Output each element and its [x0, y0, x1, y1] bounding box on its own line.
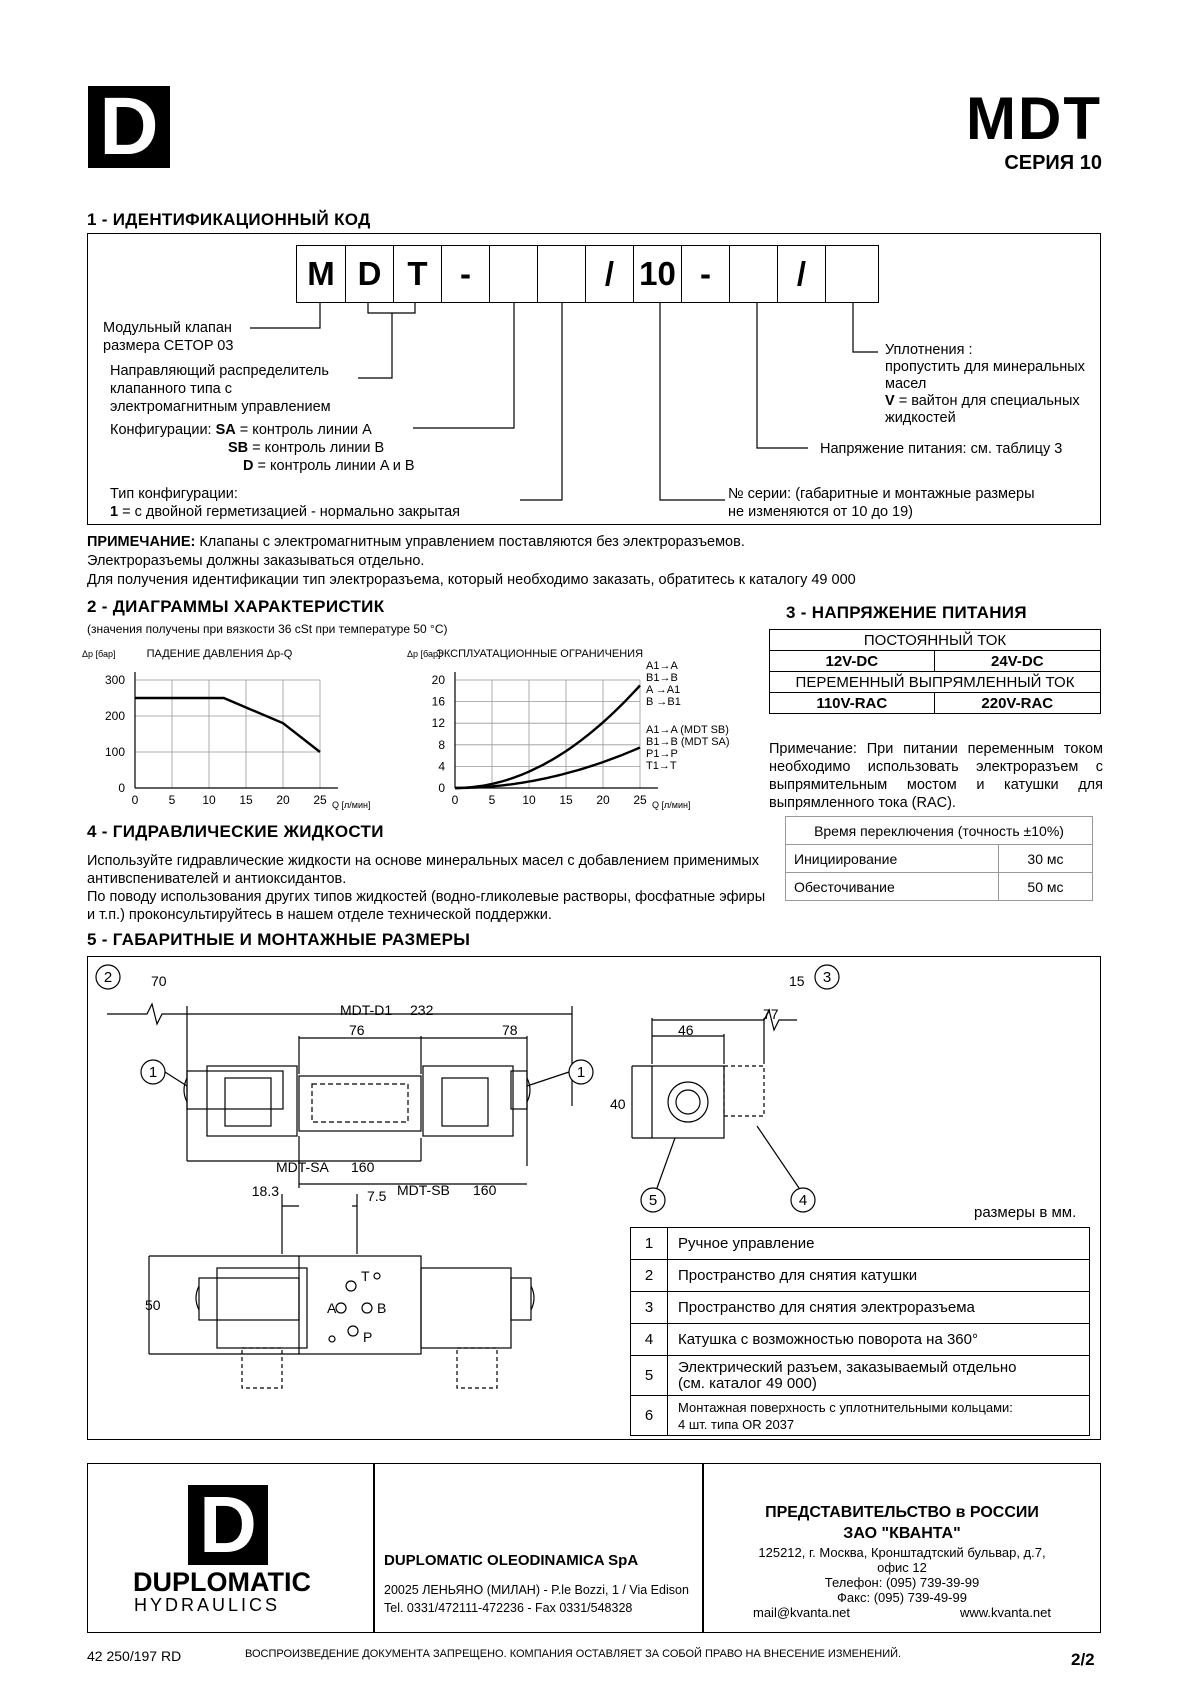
x-tick-label: 5 — [168, 793, 176, 807]
legend-text-2: 4 шт. типа OR 2037 — [678, 1416, 795, 1432]
x-tick-label: 10 — [522, 793, 536, 807]
legend-lower-entry: T1→T — [646, 760, 677, 772]
model-title: MDT — [966, 85, 1102, 152]
rep-company: ЗАО "КВАНТА" — [843, 1525, 961, 1542]
connector-left — [225, 1078, 271, 1126]
label-directional: Направляющий распределитель клапанного типа с электромагнитным управлением — [110, 363, 331, 415]
disclaimer: ВОСПРОИЗВЕДЕНИЕ ДОКУМЕНТА ЗАПРЕЩЕНО. КОМПАНИЯ ОСТАВЛЯЕТ ЗА СОБОЙ ПРАВО НА ВНЕСЕНИЕ ИЗМЕНЕНИЙ. — [245, 1648, 902, 1660]
dim-46: 46 — [678, 1022, 694, 1038]
voltage-note: Примечание: При питании переменным током необходимо использовать электроразъем с выпрямительным мостом и катушки для выпрямленного тока (RAC). — [769, 741, 1103, 811]
x-tick-label: 20 — [276, 793, 290, 807]
legend-lower-entry: A1→A (MDT SB) — [646, 724, 729, 736]
dim-7-5: 7.5 — [367, 1188, 387, 1204]
y-tick-label: 0 — [438, 781, 445, 795]
port-a: A — [327, 1300, 337, 1316]
code-box-9: - — [681, 245, 730, 303]
ac-value-1: 110V-RAC — [770, 693, 935, 714]
rep-web[interactable]: www.kvanta.net — [959, 1605, 1051, 1620]
dim-mdt-d1: MDT-D1 — [340, 1002, 393, 1018]
callout-2-label: 2 — [103, 969, 113, 986]
port-p: P — [363, 1329, 373, 1345]
dim-232: 232 — [410, 1002, 434, 1018]
connector-right — [442, 1078, 488, 1126]
dim-40: 40 — [610, 1096, 626, 1112]
legend-num: 4 — [631, 1324, 668, 1356]
label-serial: № серии: (габаритные и монтажные размеры не изменяются от 10 до 19) — [728, 486, 1035, 520]
code-box-1: M — [296, 245, 346, 303]
legend-num: 3 — [631, 1292, 668, 1324]
footer-phone: Tel. 0331/472111-472236 - Fax 0331/548328 — [384, 1601, 633, 1615]
callout-5-label: 5 — [648, 1192, 658, 1209]
rep-phone: Телефон: (095) 739-39-99 — [824, 1575, 980, 1590]
callout-1-left-label: 1 — [148, 1064, 158, 1081]
legend-num: 1 — [631, 1228, 668, 1260]
dim-15: 15 — [789, 973, 805, 989]
callout-3-label: 3 — [822, 969, 832, 986]
chart-title: ЭКСПЛУАТАЦИОННЫЕ ОГРАНИЧЕНИЯ — [435, 648, 644, 660]
rep-address-2: офис 12 — [877, 1560, 927, 1575]
dim-mdt-sb: MDT-SB — [397, 1182, 450, 1198]
x-tick-label: 0 — [131, 793, 139, 807]
x-tick-label: 5 — [488, 793, 496, 807]
dim-77: 77 — [763, 1006, 779, 1022]
legend-upper-entry: B →B1 — [646, 696, 681, 708]
rep-mail[interactable]: mail@kvanta.net — [753, 1605, 851, 1620]
section3-title: 3 - НАПРЯЖЕНИЕ ПИТАНИЯ — [786, 603, 1027, 622]
series-line — [455, 685, 640, 788]
logo-letter: D — [99, 81, 159, 172]
label-voltage: Напряжение питания: см. таблицу 3 — [820, 441, 1063, 457]
chart-ylabel: Δp [бар] — [82, 649, 116, 659]
y-tick-label: 300 — [104, 673, 125, 687]
y-tick-label: 0 — [118, 781, 125, 795]
y-tick-label: 16 — [431, 694, 445, 709]
side-view-coil — [652, 1066, 724, 1138]
section5-title: 5 - ГАБАРИТНЫЕ И МОНТАЖНЫЕ РАЗМЕРЫ — [87, 930, 471, 949]
footer-brand-1: DUPLOMATIC — [133, 1567, 311, 1597]
y-tick-label: 12 — [431, 716, 445, 731]
pressure-drop-chart — [80, 640, 400, 815]
footer-logo-letter: D — [199, 1480, 257, 1569]
section4-title: 4 - ГИДРАВЛИЧЕСКИЕ ЖИДКОСТИ — [87, 822, 384, 841]
footer-brand-2: HYDRAULICS — [134, 1595, 281, 1615]
legend-lower-entry: P1→P — [646, 748, 678, 760]
footer-address: 20025 ЛЕНЬЯНО (МИЛАН) - P.le Bozzi, 1 / Via Edison — [384, 1583, 689, 1597]
y-tick-label: 200 — [104, 709, 125, 723]
units-note: размеры в мм. — [974, 1204, 1077, 1221]
operating-limits-chart — [405, 640, 745, 815]
legend-text: Ручное управление — [668, 1228, 1090, 1260]
chart-xlabel: Q [л/мин] — [332, 800, 371, 810]
legend-text: Пространство для снятия электроразъема — [668, 1292, 1090, 1324]
dc-value-2: 24V-DC — [934, 651, 1100, 672]
series-line — [135, 698, 320, 752]
port-b: B — [377, 1300, 387, 1316]
rep-title: ПРЕДСТАВИТЕЛЬСТВО в РОССИИ — [765, 1504, 1039, 1521]
legend-text: Пространство для снятия катушки — [668, 1260, 1090, 1292]
page-number: 2/2 — [1071, 1650, 1095, 1669]
footer-divider-1 — [373, 1463, 375, 1633]
dc-value-1: 12V-DC — [770, 651, 935, 672]
section2-title: 2 - ДИАГРАММЫ ХАРАКТЕРИСТИК — [87, 597, 385, 616]
dim-160b: 160 — [473, 1182, 497, 1198]
dc-header: ПОСТОЯННЫЙ ТОК — [770, 630, 1101, 651]
x-tick-label: 15 — [559, 793, 573, 807]
y-tick-label: 8 — [438, 737, 445, 752]
switch-row-value: 30 мс — [998, 845, 1092, 873]
mounting-plate — [299, 1256, 421, 1354]
switch-time-table — [785, 816, 1093, 901]
code-box-11: / — [777, 245, 826, 303]
legend-upper-entry: B1→B — [646, 672, 678, 684]
section1-title: 1 - ИДЕНТИФИКАЦИОННЫЙ КОД — [87, 210, 371, 229]
x-tick-label: 15 — [239, 793, 253, 807]
legend-text: Монтажная поверхность с уплотнительными кольцами: — [678, 1399, 1013, 1415]
solenoid-left-knob — [187, 1071, 283, 1109]
rep-address-1: 125212, г. Москва, Кронштадтский бульвар, д.7, — [758, 1545, 1046, 1560]
y-tick-label: 20 — [431, 673, 445, 687]
note-block: ПРИМЕЧАНИЕ: Клапаны с электромагнитным управлением поставляются без электроразъемов. Электроразъемы должны заказываться отдельно. Для получения идентификации тип электроразъема, который необходимо заказать, обратитесь к каталогу 49 000 — [87, 534, 856, 588]
y-tick-label: 100 — [104, 745, 125, 759]
series-label: СЕРИЯ 10 — [1004, 152, 1102, 174]
switch-row-value: 50 мс — [998, 873, 1092, 901]
callout-1-right-label: 1 — [576, 1064, 586, 1081]
legend-text: Катушка с возможностью поворота на 360° — [668, 1324, 1090, 1356]
switch-row-label: Обесточивание — [786, 873, 999, 901]
label-config: Конфигурации: SA = контроль линии A SB = контроль линии B D = контроль линии A и B — [110, 422, 415, 474]
dim-18-3: 18.3 — [251, 1183, 279, 1199]
code-box-8: 10 — [633, 245, 682, 303]
legend-text: Электрический разъем, заказываемый отдельно — [678, 1358, 1017, 1376]
chart-title: ПАДЕНИЕ ДАВЛЕНИЯ Δp-Q — [146, 648, 293, 660]
section4-text: Используйте гидравлические жидкости на основе минеральных масел с добавлением применимых антивспенивателей и антиоксидантов. По поводу использования других типов жидкостей (водно-гликолевые растворы, фосфатные эфиры и т.п.) проконсультируйтесь в нашем отделе технической поддержки. — [87, 853, 766, 923]
ac-header: ПЕРЕМЕННЫЙ ВЫПРЯМЛЕННЫЙ ТОК — [770, 672, 1101, 693]
port-t: T — [361, 1268, 370, 1284]
switch-title: Время переключения (точность ±10%) — [786, 817, 1093, 845]
dim-50: 50 — [145, 1297, 161, 1313]
code-box-3: T — [393, 245, 442, 303]
doc-code: 42 250/197 RD — [87, 1648, 182, 1664]
label-type: Тип конфигурации: 1 = с двойной герметизацией - нормально закрытая — [110, 486, 461, 520]
legend-text-2: (см. каталог 49 000) — [678, 1374, 817, 1392]
series-line — [455, 748, 640, 789]
x-tick-label: 25 — [313, 793, 327, 807]
dim-78: 78 — [502, 1022, 518, 1038]
x-tick-label: 10 — [202, 793, 216, 807]
label-seals: Уплотнения : пропустить для минеральных масел V = вайтон для специальных жидкостей — [885, 342, 1085, 426]
legend-num: 5 — [631, 1356, 668, 1396]
callout-4-label: 4 — [798, 1192, 808, 1209]
code-box-7: / — [585, 245, 634, 303]
voltage-table — [769, 629, 1101, 714]
legend-upper-entry: A1→A — [646, 660, 678, 672]
footer-rep — [703, 1504, 1101, 1620]
dimension-legend — [630, 1227, 1090, 1436]
legend-upper-entry: A →A1 — [646, 684, 681, 696]
footer-logo — [188, 1480, 268, 1569]
x-tick-label: 25 — [633, 793, 647, 807]
switch-row-label: Инициирование — [786, 845, 999, 873]
dim-mdt-sa: MDT-SA — [276, 1159, 329, 1175]
section2-subtitle: (значения получены при вязкости 36 cSt при температуре 50 °C) — [87, 622, 448, 636]
y-tick-label: 4 — [438, 759, 445, 774]
code-box-2: D — [345, 245, 394, 303]
x-tick-label: 20 — [596, 793, 610, 807]
legend-num: 2 — [631, 1260, 668, 1292]
chart-ylabel: Δp [бар] — [407, 649, 441, 659]
dim-76: 76 — [349, 1022, 365, 1038]
legend-lower-entry: B1→B (MDT SA) — [646, 736, 730, 748]
code-box-4: - — [441, 245, 490, 303]
chart-xlabel: Q [л/мин] — [652, 800, 691, 810]
rep-fax: Факс: (095) 739-49-99 — [837, 1590, 967, 1605]
footer-company: DUPLOMATIC OLEODINAMICA SpA — [384, 1552, 639, 1569]
legend-num: 6 — [631, 1396, 668, 1436]
ac-value-2: 220V-RAC — [934, 693, 1100, 714]
dim-70: 70 — [151, 973, 167, 989]
dim-160a: 160 — [351, 1159, 375, 1175]
label-modular: Модульный клапан размера CETOP 03 — [103, 320, 234, 354]
x-tick-label: 0 — [451, 793, 459, 807]
